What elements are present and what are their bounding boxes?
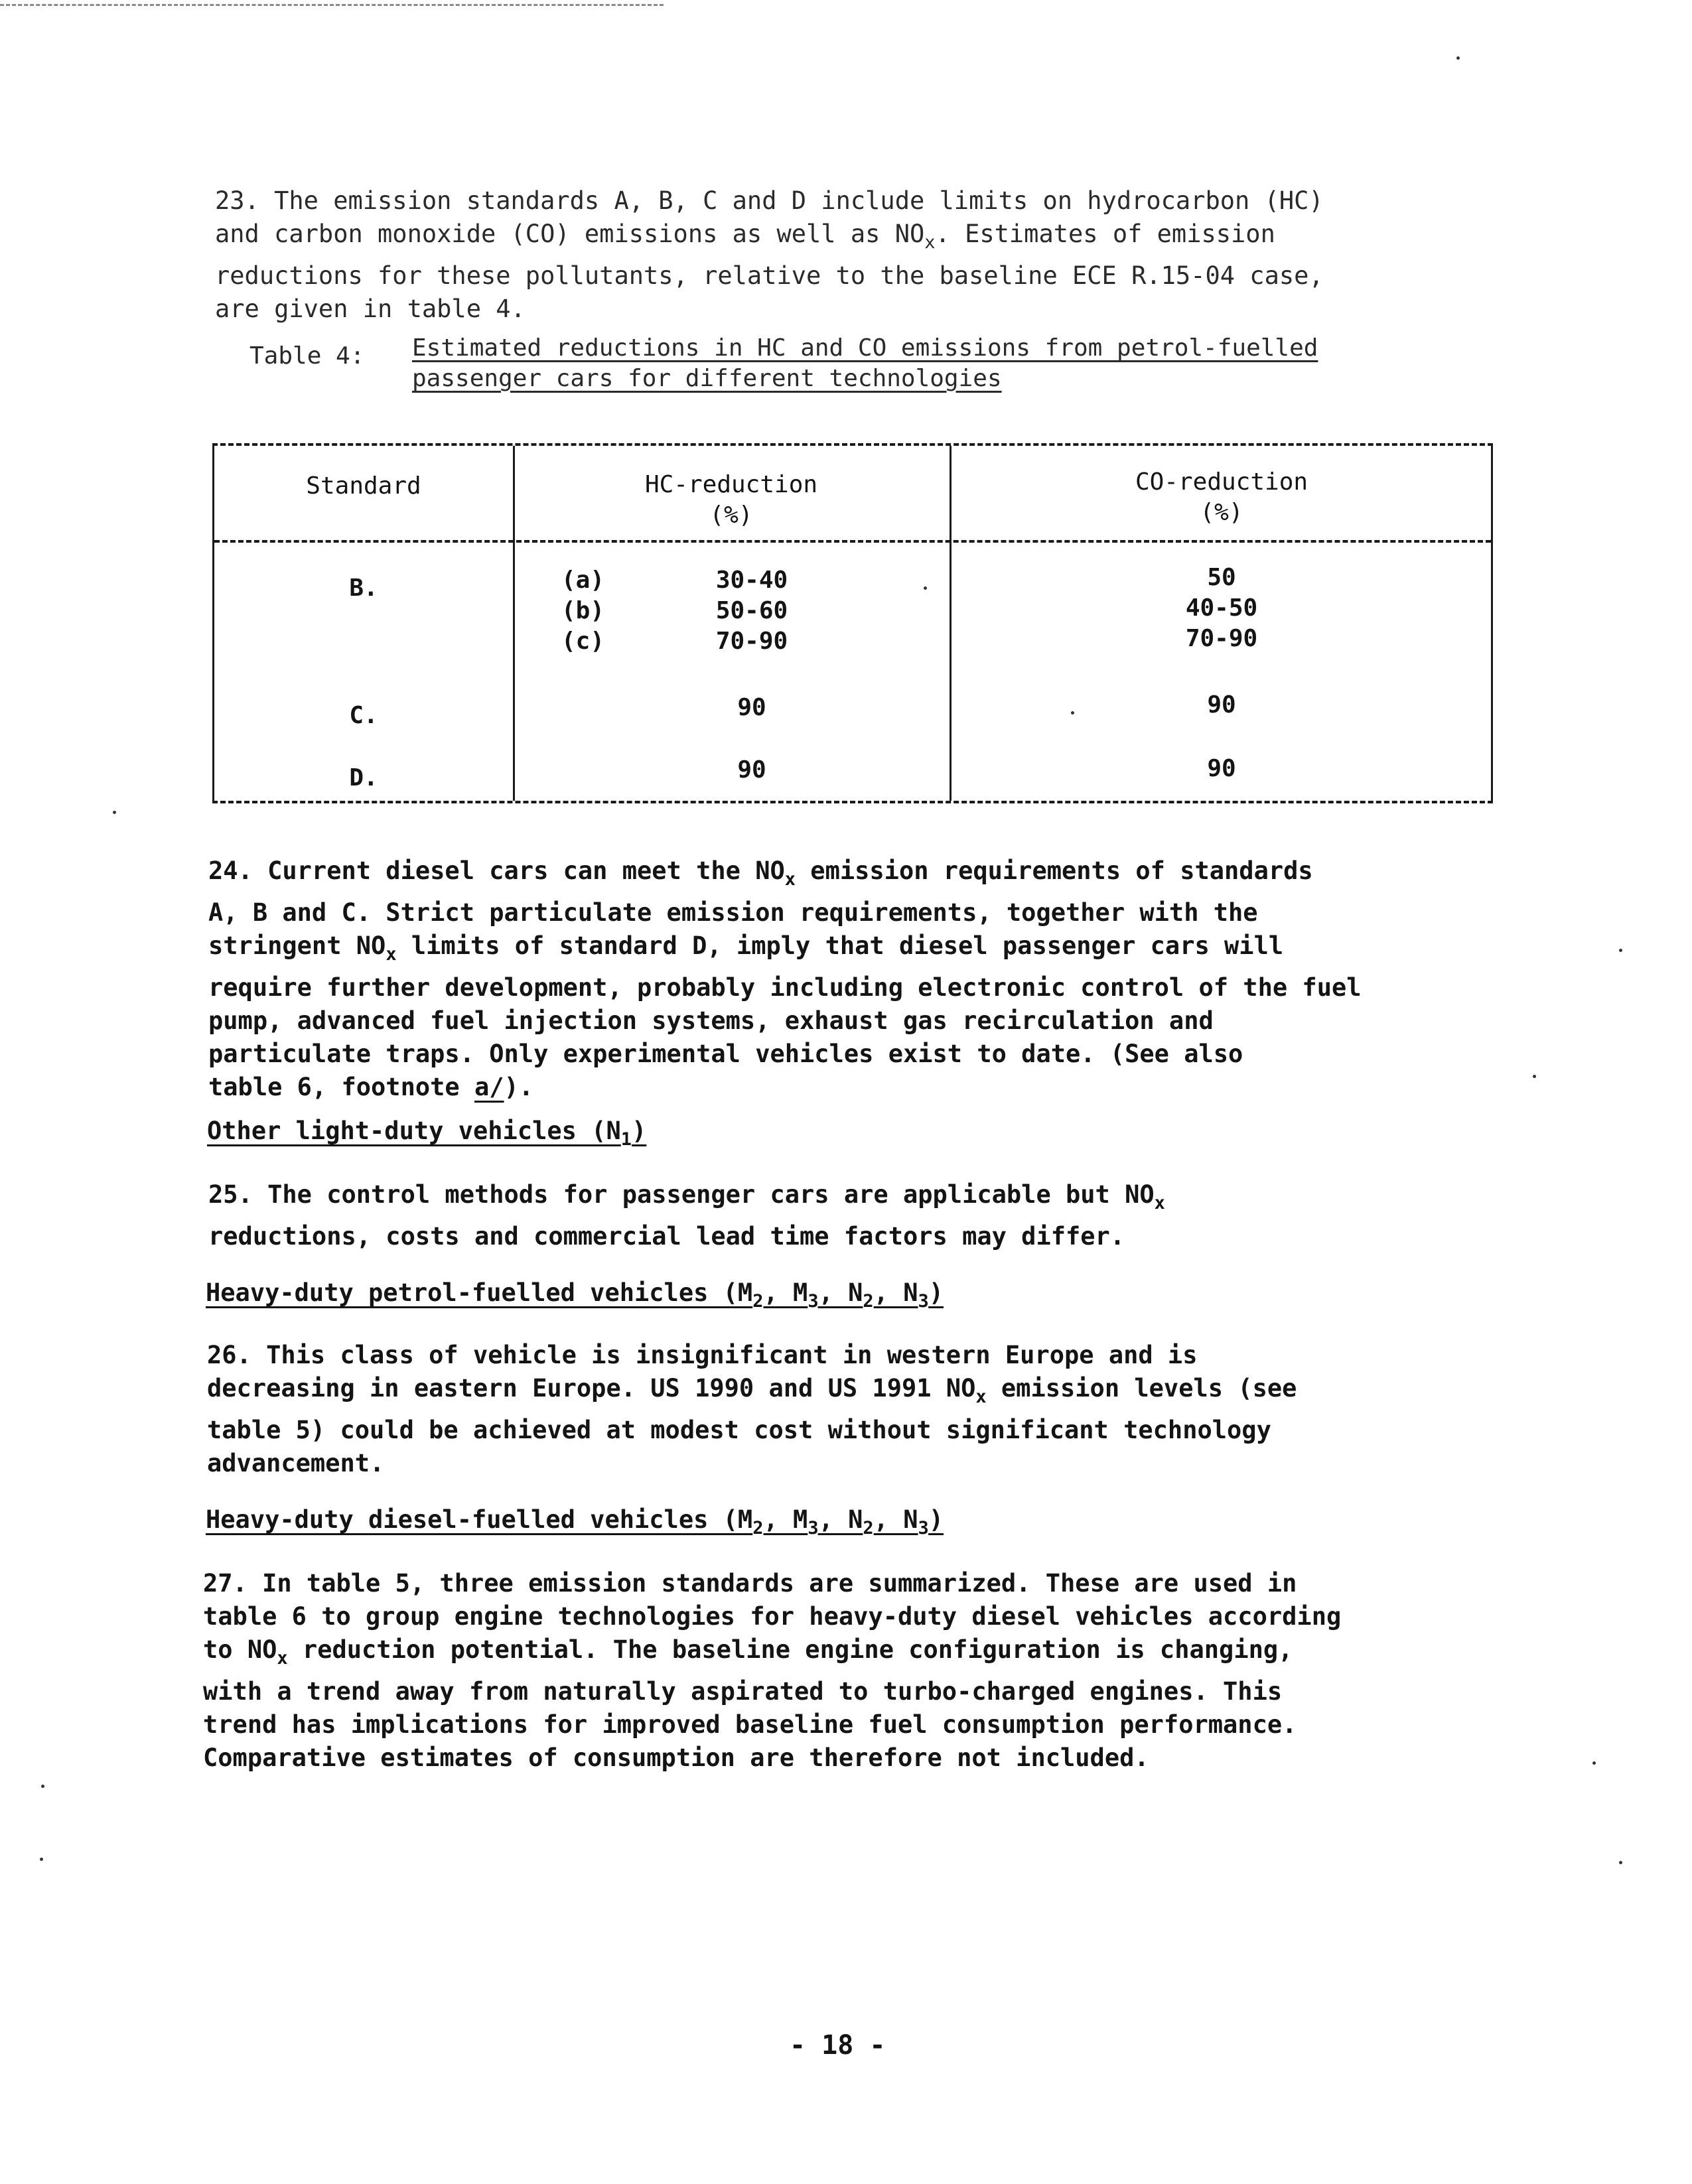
paragraph-26: [207, 1339, 1297, 1480]
p24-line-6: particulate traps. Only experimental vehicles exist to date. (See also: [208, 1040, 1243, 1068]
p24-line-1: 24. Current diesel cars can meet the $NO_x$ emission requirements of standards: [208, 856, 1313, 890]
row-b-hc-a: 30-40: [715, 567, 788, 594]
heading-other-light-duty: Other light-duty vehicles $(N_1)$: [207, 1117, 647, 1150]
row-b-co-c: 70-90: [1185, 625, 1258, 652]
p24-line-2: A, B and C. Strict particulate emission requirements, together with the: [208, 898, 1258, 927]
scan-speck: [1619, 1861, 1622, 1864]
p27-line-5: trend has implications for improved baseline fuel consumption performance.: [203, 1710, 1297, 1739]
p27-line-4: with a trend away from naturally aspirated to turbo-charged engines. This: [203, 1677, 1283, 1706]
heading-heavy-duty-petrol: Heavy-duty petrol-fuelled vehicles ($M_2$, $M_3$, $N_2$, $N_3$): [206, 1278, 944, 1312]
row-d-standard: D.: [349, 764, 378, 791]
scan-speck: [1592, 1761, 1596, 1765]
col-header-co: CO-reduction: [1135, 468, 1308, 496]
table-4-title-line-2: passenger cars for different technologies: [412, 365, 1002, 392]
row-b-option-b: (b): [561, 597, 605, 624]
p26-line-2: decreasing in eastern Europe. US 1990 and US 1991 $NO_x$ emission levels (see: [207, 1374, 1297, 1407]
page-number: - 18 -: [790, 2030, 886, 2061]
scan-speck: [1071, 711, 1074, 715]
p24-line-3: stringent $NO_x$ limits of standard D, imply that diesel passenger cars will: [208, 931, 1284, 965]
col-header-co-unit: (%): [1200, 499, 1243, 526]
table-header-rule: [214, 540, 1491, 543]
p27-line-3: to $NO_x$ reduction potential. The baseline engine configuration is changing,: [203, 1635, 1293, 1669]
scan-speck: [924, 586, 927, 590]
row-c-standard: C.: [349, 702, 378, 729]
scan-speck: [1619, 949, 1622, 952]
row-d-co: 90: [1207, 755, 1236, 782]
p23-line-4: are given in table 4.: [215, 295, 526, 323]
p23-line-3: reductions for these pollutants, relative to the baseline ECE R.15-04 case,: [215, 261, 1324, 290]
p27-line-6: Comparative estimates of consumption are therefore not included.: [203, 1743, 1149, 1772]
p26-line-4: advancement.: [207, 1449, 385, 1477]
table-4-label: Table 4:: [249, 342, 365, 370]
row-c-hc: 90: [737, 694, 766, 721]
p25-line-1: 25. The control methods for passenger cars are applicable but $NO_x$: [208, 1180, 1165, 1213]
heading-heavy-duty-diesel: Heavy-duty diesel-fuelled vehicles ($M_2$, $M_3$, $N_2$, $N_3$): [206, 1505, 944, 1538]
p23-line-1: 23. The emission standards A, B, C and D include limits on hydrocarbon (HC): [215, 186, 1324, 215]
row-b-co-b: 40-50: [1185, 594, 1258, 622]
scan-speck: [1456, 56, 1460, 60]
paragraph-25: [208, 1178, 1165, 1253]
row-b-option-a: (a): [561, 567, 605, 594]
paragraph-23: [215, 184, 1324, 326]
row-c-co: 90: [1207, 691, 1236, 718]
scan-speck: [40, 1858, 43, 1861]
p24-line-4: require further development, probably including electronic control of the fuel: [208, 973, 1362, 1002]
row-b-hc-b: 50-60: [715, 597, 788, 624]
row-b-standard: B.: [349, 575, 378, 602]
row-d-hc: 90: [737, 756, 766, 784]
table-4-title: [412, 333, 1434, 394]
col-header-hc-unit: (%): [709, 502, 753, 529]
p25-line-2: reductions, costs and commercial lead time factors may differ.: [208, 1222, 1125, 1251]
p27-line-2: table 6 to group engine technologies for heavy-duty diesel vehicles according: [203, 1602, 1342, 1631]
col-header-hc: HC-reduction: [644, 471, 818, 498]
footnote-ref: a/: [474, 1073, 504, 1101]
col-header-standard: Standard: [306, 472, 421, 500]
p26-line-3: table 5) could be achieved at modest cost without significant technology: [207, 1416, 1271, 1444]
p26-line-1: 26. This class of vehicle is insignificant in western Europe and is: [207, 1341, 1198, 1369]
p24-line-5: pump, advanced fuel injection systems, exhaust gas recirculation and: [208, 1006, 1214, 1035]
table-4: [212, 443, 1493, 803]
table-4-title-line-1: Estimated reductions in HC and CO emissions from petrol-fuelled: [412, 334, 1318, 362]
p23-line-2: and carbon monoxide (CO) emissions as well as $NO_x$. Estimates of emission: [215, 220, 1275, 253]
scan-top-edge: [0, 4, 664, 6]
scan-speck: [41, 1785, 44, 1788]
row-b-option-c: (c): [561, 628, 605, 655]
row-b-hc-c: 70-90: [715, 628, 788, 655]
p27-line-1: 27. In table 5, three emission standards are summarized. These are used in: [203, 1569, 1297, 1598]
scan-speck: [113, 811, 116, 814]
row-b-co-a: 50: [1207, 564, 1236, 591]
paragraph-24: [208, 854, 1362, 1104]
paragraph-27: [203, 1567, 1341, 1775]
p24-line-7: table 6, footnote a/).: [208, 1073, 534, 1101]
scan-speck: [1533, 1075, 1536, 1078]
